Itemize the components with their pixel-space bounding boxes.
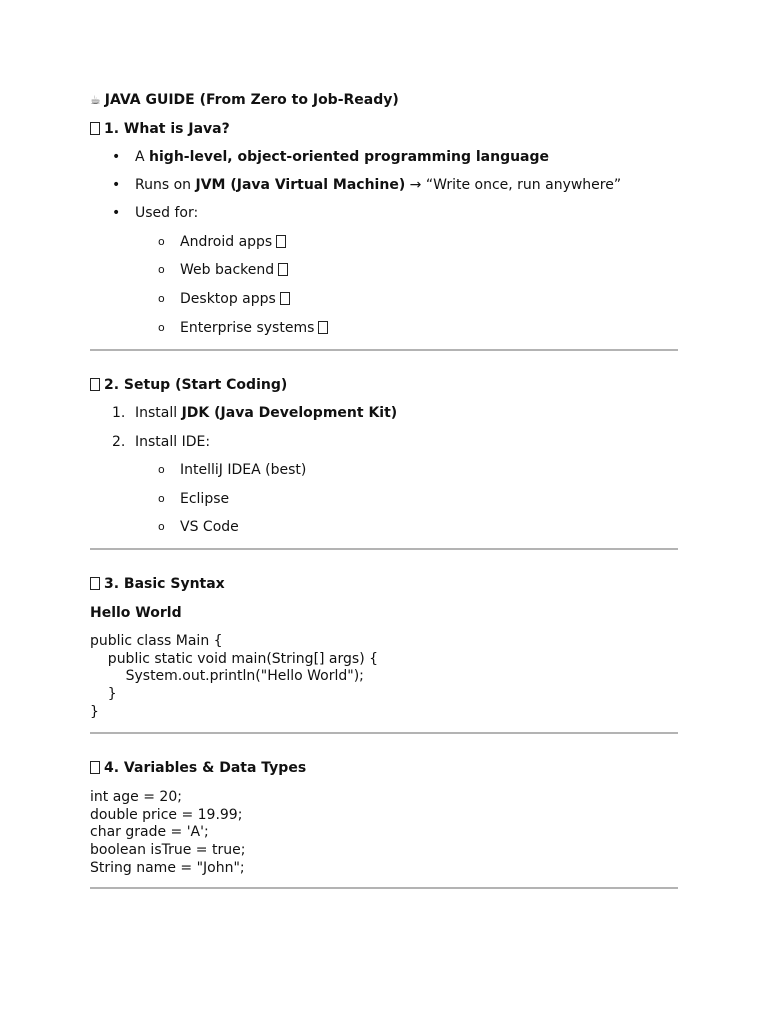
missing-glyph-icon: [276, 235, 286, 248]
list-number: 2.: [112, 434, 126, 450]
numbered-item-install-jdk: Install JDK (Java Development Kit): [135, 405, 398, 421]
missing-glyph-icon: [278, 263, 288, 276]
bullet-marker: •: [112, 205, 121, 221]
subbullet-marker: o: [158, 492, 165, 505]
subitem-enterprise-systems: Enterprise systems: [180, 319, 328, 337]
code-line: System.out.println("Hello World");: [90, 668, 364, 684]
section-2-heading: 2. Setup (Start Coding): [90, 376, 287, 394]
code-line: int age = 20;: [90, 789, 182, 805]
code-line: }: [90, 704, 99, 720]
section-divider: [90, 887, 678, 889]
list-number: 1.: [112, 405, 126, 421]
subbullet-marker: o: [158, 235, 165, 248]
subheading-hello-world: Hello World: [90, 605, 182, 621]
section-1-heading: 1. What is Java?: [90, 120, 230, 138]
code-line: public class Main {: [90, 633, 223, 649]
hot-beverage-icon: ☕: [90, 93, 101, 107]
bullet-item-used-for: Used for:: [135, 205, 199, 221]
missing-glyph-icon: [90, 577, 100, 590]
document-title: ☕ JAVA GUIDE (From Zero to Job-Ready): [90, 92, 399, 108]
subitem-intellij: IntelliJ IDEA (best): [180, 462, 307, 478]
section-3-heading: 3. Basic Syntax: [90, 575, 225, 593]
missing-glyph-icon: [318, 321, 328, 334]
subitem-desktop-apps: Desktop apps: [180, 290, 290, 308]
numbered-item-install-ide: Install IDE:: [135, 434, 211, 450]
subitem-web-backend: Web backend: [180, 261, 288, 279]
subitem-android-apps: Android apps: [180, 233, 286, 251]
subbullet-marker: o: [158, 321, 165, 334]
subbullet-marker: o: [158, 292, 165, 305]
bullet-item-high-level: A high-level, object-oriented programming language: [135, 149, 550, 165]
section-4-heading: 4. Variables & Data Types: [90, 759, 306, 777]
bullet-marker: •: [112, 149, 121, 165]
code-line: }: [90, 686, 117, 702]
bullet-marker: •: [112, 177, 121, 193]
subitem-vs-code: VS Code: [180, 519, 239, 535]
section-divider: [90, 349, 678, 351]
code-line: double price = 19.99;: [90, 807, 243, 823]
bullet-item-jvm: Runs on JVM (Java Virtual Machine) → “Write once, run anywhere”: [135, 177, 622, 193]
code-line: public static void main(String[] args) {: [90, 651, 379, 667]
code-line: String name = "John";: [90, 860, 245, 876]
missing-glyph-icon: [90, 378, 100, 391]
section-divider: [90, 548, 678, 550]
subbullet-marker: o: [158, 263, 165, 276]
missing-glyph-icon: [90, 122, 100, 135]
missing-glyph-icon: [90, 761, 100, 774]
code-line: char grade = 'A';: [90, 824, 209, 840]
section-divider: [90, 732, 678, 734]
subbullet-marker: o: [158, 520, 165, 533]
subitem-eclipse: Eclipse: [180, 491, 230, 507]
subbullet-marker: o: [158, 463, 165, 476]
code-line: boolean isTrue = true;: [90, 842, 246, 858]
missing-glyph-icon: [280, 292, 290, 305]
